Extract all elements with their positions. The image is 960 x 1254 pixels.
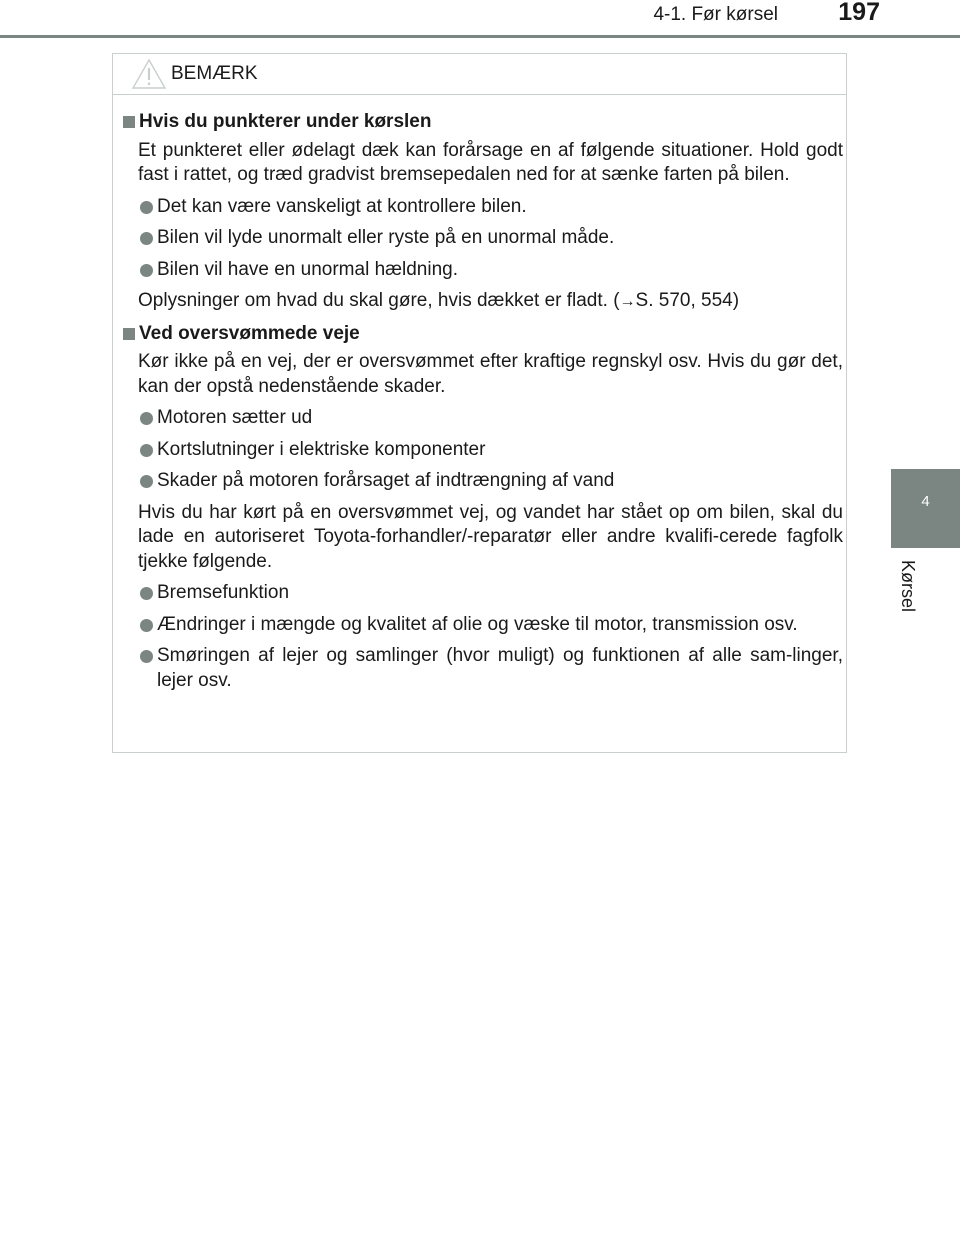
list-item-text: Bilen vil have en unormal hældning.: [157, 258, 459, 280]
page-number: 197: [838, 0, 880, 26]
list-item: [123, 613, 843, 638]
list-item-text: Det kan være vanskeligt at kontrollere bilen.: [157, 195, 527, 217]
header-rule: [0, 35, 960, 38]
list-item: [123, 226, 843, 251]
arrow-right-icon: →: [619, 293, 636, 310]
chapter-label-text: Kørsel: [898, 560, 918, 613]
list-item-text: Motoren sætter ud: [157, 407, 313, 428]
notice-header: [113, 54, 846, 95]
circle-bullet-icon: [140, 412, 153, 425]
page-reference-link[interactable]: S. 570, 554): [635, 290, 740, 311]
circle-bullet-icon: [140, 650, 153, 663]
chapter-tab: [891, 469, 960, 548]
circle-bullet-icon: [140, 201, 153, 214]
section-heading: [123, 110, 843, 135]
notice-content: [123, 110, 843, 693]
section-middle: Hvis du har kørt på en oversvømmet vej, og vandet har stået op om bilen, skal du lade en autoriseret Toyota-forhandler/-reparatør eller andre kvalifi-cerede fagfolk tjekke følgende.: [138, 501, 843, 572]
list-item-text: Bremsefunktion: [157, 582, 290, 603]
list-item: [123, 406, 843, 431]
list-item-text: Smøringen af lejer og samlinger (hvor muligt) og funktionen af alle sam-linger, lejer osv.: [157, 645, 843, 691]
list-item-text: Bilen vil lyde unormalt eller ryste på en unormal måde.: [157, 227, 615, 248]
list-item: [123, 644, 843, 693]
chapter-label: [893, 560, 923, 620]
list-item: [123, 469, 843, 494]
notice-box: [112, 53, 847, 753]
chapter-number: 4: [921, 493, 930, 510]
square-bullet-icon: [123, 116, 135, 128]
section-intro: Et punkteret eller ødelagt dæk kan forårsage en af følgende situationer. Hold godt fast i rattet, og træd gradvist bremsepedalen ned for at sænke farten på bilen.: [138, 139, 843, 185]
list-item-text: Ændringer i mængde og kvalitet af olie og væske til motor, transmission osv.: [157, 613, 798, 635]
circle-bullet-icon: [140, 232, 153, 245]
section-outro: [138, 289, 843, 315]
list-item: [123, 581, 843, 606]
list-item-text: Skader på motoren forårsaget af indtrængning af vand: [157, 470, 615, 491]
list-item: [123, 195, 843, 220]
circle-bullet-icon: [140, 475, 153, 488]
list-item: [123, 438, 843, 463]
circle-bullet-icon: [140, 264, 153, 277]
square-bullet-icon: [123, 328, 135, 340]
page-header: [0, 0, 960, 40]
circle-bullet-icon: [140, 587, 153, 600]
notice-title: BEMÆRK: [171, 63, 258, 84]
warning-triangle-icon: [131, 58, 167, 90]
section-intro: Kør ikke på en vej, der er oversvømmet efter kraftige regnskyl osv. Hvis du gør det, kan der opstå nedenstående skader.: [138, 351, 843, 397]
circle-bullet-icon: [140, 444, 153, 457]
section-heading: [123, 322, 843, 347]
section-heading-text: Hvis du punkterer under kørslen: [139, 111, 432, 132]
section-heading-text: Ved oversvømmede veje: [139, 322, 360, 344]
list-item-text: Kortslutninger i elektriske komponenter: [157, 438, 486, 460]
outro-prefix: Oplysninger om hvad du skal gøre, hvis dækket er fladt. (: [138, 290, 620, 311]
circle-bullet-icon: [140, 619, 153, 632]
list-item: [123, 258, 843, 283]
section-title: 4-1. Før kørsel: [653, 4, 778, 25]
